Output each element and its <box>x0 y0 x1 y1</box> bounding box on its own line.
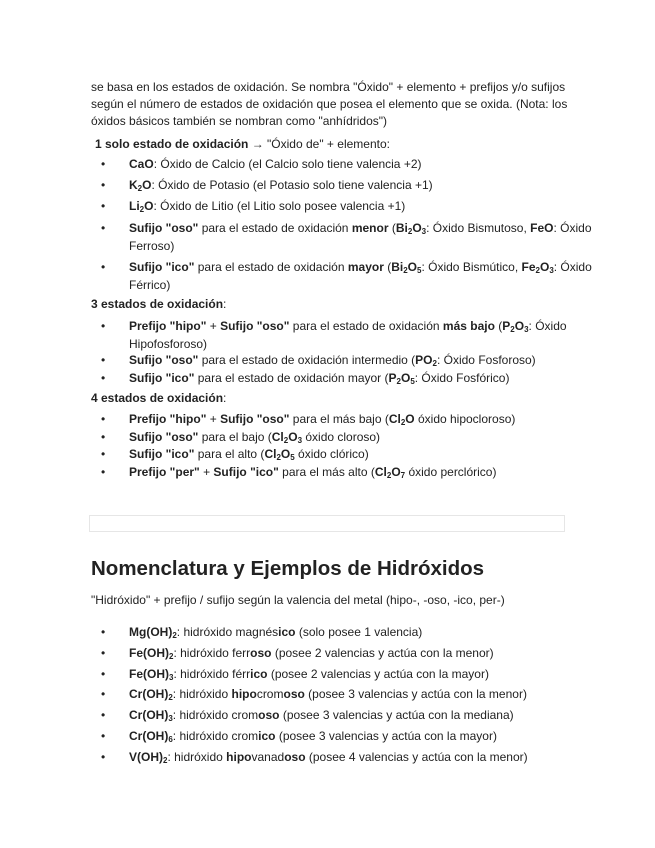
list-item: • Sufijo "oso" para el estado de oxidación menor ($Bi_2O_3$: Óxido Bismutoso, FeO: Óxido Ferroso) <box>129 219 609 255</box>
list-item: • Sufijo "oso" para el estado de oxidación intermedio ($PO_2$: Óxido Fosforoso) <box>129 352 609 369</box>
section-title: Nomenclatura y Ejemplos de Hidróxidos <box>91 557 485 580</box>
list-item: • $Mg(OH)_2$: hidróxido magnésico (solo posee 1 valencia) <box>129 624 609 641</box>
list-item: • $Li_2O$: Óxido de Litio (el Litio solo posee valencia +1) <box>129 198 609 215</box>
list-item: • $Cr(OH)_6$: hidróxido cromico (posee 3 valencias y actúa con la mayor) <box>129 728 609 745</box>
list-item: • Sufijo "oso" para el bajo ($Cl_2O_3$ óxido cloroso) <box>129 429 609 446</box>
list-item: • Prefijo "hipo" + Sufijo "oso" para el más bajo ($Cl_2O$ óxido hipocloroso) <box>129 411 609 428</box>
list-item: • Sufijo "ico" para el estado de oxidación mayor ($P_2O_5$: Óxido Fosfórico) <box>129 370 609 387</box>
list-item: • Sufijo "ico" para el estado de oxidación mayor ($Bi_2O_5$: Óxido Bismútico, $Fe_2O_3$: Óxido Férrico) <box>129 258 609 294</box>
intro-line-3: óxidos básicos también se nombran como "anhídridos") <box>91 114 388 128</box>
list-item: • CaO: Óxido de Calcio (el Calcio solo tiene valencia +2) <box>129 156 609 173</box>
intro-line-1: se basa en los estados de oxidación. Se nombra "Óxido" + elemento + prefijos y/o sufijos <box>91 80 566 94</box>
section-subtitle: "Hidróxido" + prefijo / sufijo según la valencia del metal (hipo-, -oso, -ico, per-) <box>91 593 505 607</box>
list-item: • Prefijo "per" + Sufijo "ico" para el más alto ($Cl_2O_7$ óxido perclórico) <box>129 464 609 481</box>
heading-three-states: 3 estados de oxidación: <box>91 297 227 311</box>
heading-one-state: 1 solo estado de oxidación → "Óxido de" + elemento: <box>95 137 390 151</box>
heading-four-states: 4 estados de oxidación: <box>91 391 227 405</box>
list-item: • $Cr(OH)_3$: hidróxido cromoso (posee 3 valencias y actúa con la mediana) <box>129 707 609 724</box>
list-item: • $Fe(OH)_3$: hidróxido férrico (posee 2 valencias y actúa con la mayor) <box>129 666 609 683</box>
list-item: • $V(OH)_2$: hidróxido hipovanadoso (posee 4 valencias y actúa con la menor) <box>129 749 609 766</box>
intro-line-2: según el número de estados de oxidación que posea el elemento que se oxida. (Nota: los <box>91 97 568 111</box>
list-item: • Sufijo "ico" para el alto ($Cl_2O_5$ óxido clórico) <box>129 446 609 463</box>
list-item: • Prefijo "hipo" + Sufijo "oso" para el estado de oxidación más bajo ($P_2O_3$: Óxido Hipofosforoso) <box>129 317 609 353</box>
divider-box <box>89 515 565 532</box>
list-item: • $K_2O$: Óxido de Potasio (el Potasio solo tiene valencia +1) <box>129 177 609 194</box>
list-item: • $Fe(OH)_2$: hidróxido ferroso (posee 2 valencias y actúa con la menor) <box>129 645 609 662</box>
list-item: • $Cr(OH)_2$: hidróxido hipocromoso (posee 3 valencias y actúa con la menor) <box>129 686 609 703</box>
